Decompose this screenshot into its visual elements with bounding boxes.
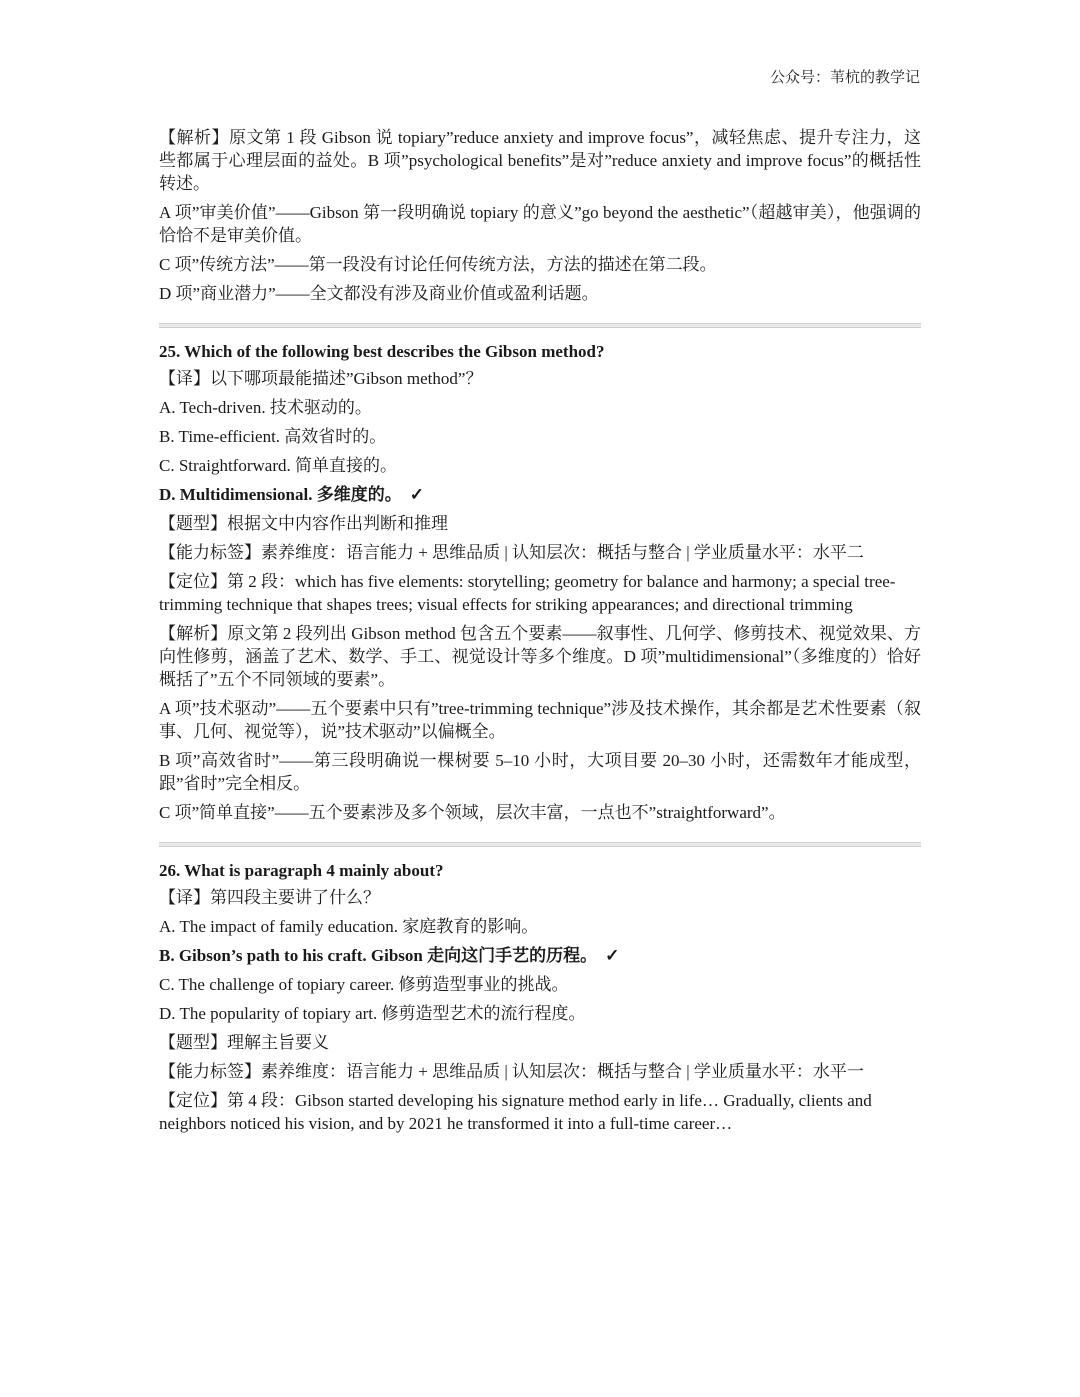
q24-analysis: 【解析】原文第 1 段 Gibson 说 topiary”reduce anxiety and improve focus”，减轻焦虑、提升专注力，这些都属于心理层面的益处。B 项”psychological benefits”是对”reduce anxiety and improve focus”的概括性转述。 xyxy=(159,128,921,193)
q24-section xyxy=(159,126,921,305)
section-divider xyxy=(159,323,921,328)
q26-location: 【定位】第 4 段：Gibson started developing his signature method early in life… Gradually, clients and neighbors noticed his vision, and by 2021 he transformed it into a full-time career… xyxy=(159,1091,872,1133)
q25-ability-tag: 【能力标签】素养维度：语言能力 + 思维品质 | 认知层次：概括与整合 | 学业质量水平：水平二 xyxy=(159,543,864,562)
account-header: 公众号：苇杭的教学记 xyxy=(769,70,920,86)
checkmark-icon: ✓ xyxy=(605,946,620,965)
q25-option-c: C. Straightforward. 简单直接的。 xyxy=(159,456,397,475)
q25-question-type: 【题型】根据文中内容作出判断和推理 xyxy=(159,514,448,533)
q25-option-d-text: D. Multidimensional. 多维度的。 xyxy=(159,485,402,504)
q25-analysis: 【解析】原文第 2 段列出 Gibson method 包含五个要素——叙事性、几何学、修剪技术、视觉效果、方向性修剪，涵盖了艺术、数学、手工、视觉设计等多个维度。D 项”multidimensional”（多维度的）恰好概括了”五个不同领域的要素”。 xyxy=(159,624,921,689)
q25-option-b-note: B 项”高效省时”——第三段明确说一棵树要 5–10 小时，大项目要 20–30 小时，还需数年才能成型，跟”省时”完全相反。 xyxy=(159,751,921,793)
q25-location: 【定位】第 2 段：which has five elements: storytelling; geometry for balance and harmony; a special tree-trimming technique that shapes trees; visual effects for striking appearances; and directional trimming xyxy=(159,572,896,614)
q25-title: 25. Which of the following best describes the Gibson method? xyxy=(159,342,605,361)
q26-question-type: 【题型】理解主旨要义 xyxy=(159,1033,329,1052)
q25-section xyxy=(159,340,921,824)
q26-translation: 【译】第四段主要讲了什么？ xyxy=(159,888,380,907)
q26-option-a: A. The impact of family education. 家庭教育的影响。 xyxy=(159,917,539,936)
q24-option-c-note: C 项”传统方法”——第一段没有讨论任何传统方法，方法的描述在第二段。 xyxy=(159,255,717,274)
q24-option-d-note: D 项”商业潜力”——全文都没有涉及商业价值或盈利话题。 xyxy=(159,284,599,303)
q25-option-c-note: C 项”简单直接”——五个要素涉及多个领域，层次丰富，一点也不”straightforward”。 xyxy=(159,803,786,822)
q25-option-d-correct xyxy=(159,483,921,506)
q25-option-a-note: A 项”技术驱动”——五个要素中只有”tree-trimming technique”涉及技术操作，其余都是艺术性要素（叙事、几何、视觉等），说”技术驱动”以偏概全。 xyxy=(159,699,921,741)
q26-option-b-text: B. Gibson’s path to his craft. Gibson 走向这门手艺的历程。 xyxy=(159,946,598,965)
q26-ability-tag: 【能力标签】素养维度：语言能力 + 思维品质 | 认知层次：概括与整合 | 学业质量水平：水平一 xyxy=(159,1062,864,1081)
q25-option-a: A. Tech-driven. 技术驱动的。 xyxy=(159,398,372,417)
q26-section xyxy=(159,859,921,1135)
q26-option-b-correct xyxy=(159,944,921,967)
q25-option-b: B. Time-efficient. 高效省时的。 xyxy=(159,427,387,446)
q26-option-d: D. The popularity of topiary art. 修剪造型艺术的流行程度。 xyxy=(159,1004,586,1023)
q24-option-a-note: A 项”审美价值”——Gibson 第一段明确说 topiary 的意义”go beyond the aesthetic”（超越审美），他强调的恰恰不是审美价值。 xyxy=(159,203,921,245)
q26-option-c: C. The challenge of topiary career. 修剪造型事业的挑战。 xyxy=(159,975,569,994)
q25-translation: 【译】以下哪项最能描述”Gibson method”？ xyxy=(159,369,483,388)
checkmark-icon: ✓ xyxy=(409,485,424,504)
q26-title: 26. What is paragraph 4 mainly about? xyxy=(159,861,444,880)
section-divider xyxy=(159,842,921,847)
document-content xyxy=(159,126,921,1141)
